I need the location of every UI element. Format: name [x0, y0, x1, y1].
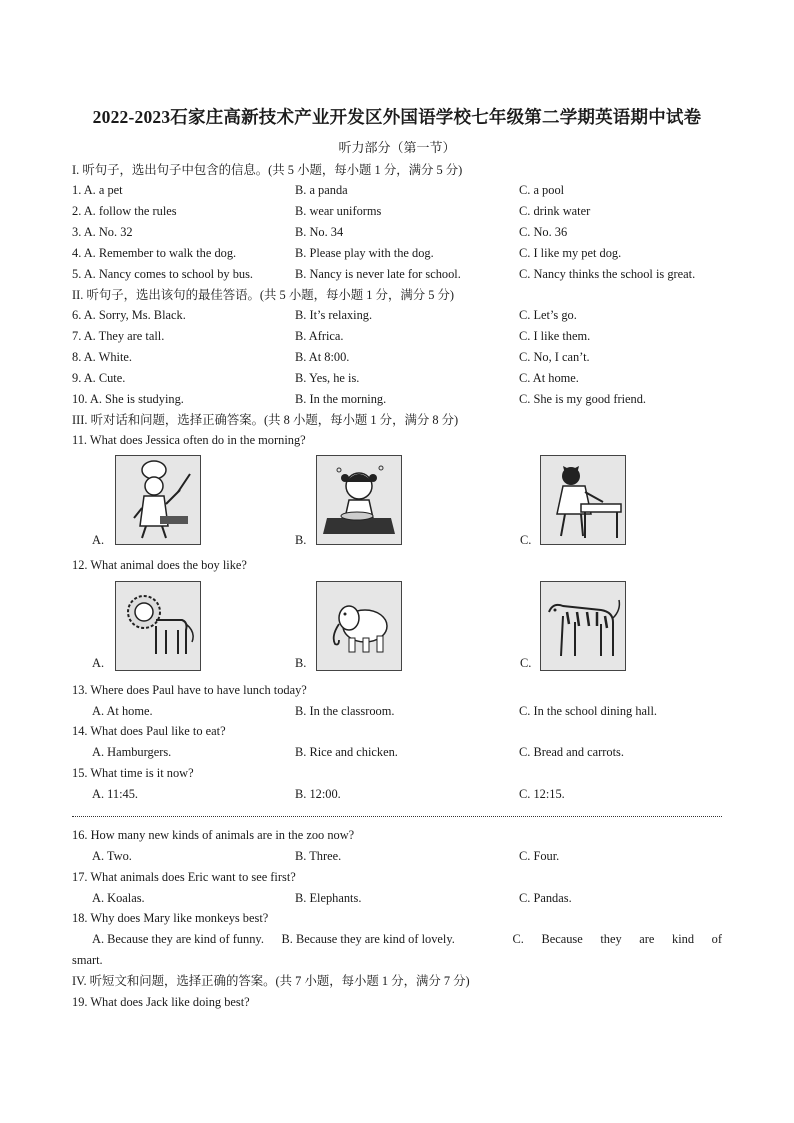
question-15-text: 15. What time is it now? — [72, 766, 194, 780]
question-17-text: 17. What animals does Eric want to see first? — [72, 870, 296, 884]
question-18-wrap: smart. — [72, 953, 103, 967]
question-row-7 — [72, 328, 722, 344]
section-1-heading: I. 听句子，选出句子中包含的信息。(共 5 小题，每小题 1 分，满分 5 分) — [72, 163, 463, 177]
option-b: B. wear uniforms — [295, 204, 382, 218]
option-a: A. At home. — [92, 704, 153, 718]
option-a: 9. A. Cute. — [72, 371, 126, 385]
option-a: 10. A. She is studying. — [72, 392, 184, 406]
tiger-picture — [540, 581, 626, 671]
question-12-text: 12. What animal does the boy like? — [72, 558, 247, 572]
section-2-heading: II. 听句子，选出该句的最佳答语。(共 5 小题，每小题 1 分，满分 5 分) — [72, 288, 455, 302]
option-a: 3. A. No. 32 — [72, 225, 133, 239]
dotted-divider — [72, 810, 722, 817]
question-15-options — [72, 786, 722, 802]
option-b: B. It’s relaxing. — [295, 308, 373, 322]
option-a: A. Hamburgers. — [92, 745, 172, 759]
option-c-word: they — [600, 932, 622, 946]
option-c: C. No, I can’t. — [519, 350, 590, 364]
option-label: B. — [295, 533, 307, 547]
option-a: 7. A. They are tall. — [72, 329, 165, 343]
option-c-word: Because — [541, 932, 583, 946]
lion-picture — [115, 581, 201, 671]
option-c: C. Bread and carrots. — [519, 745, 624, 759]
option-b: B. a panda — [295, 183, 348, 197]
question-18-options — [92, 931, 722, 947]
option-b: B. Yes, he is. — [295, 371, 360, 385]
option-b: B. Nancy is never late for school. — [295, 267, 461, 281]
option-b: B. Three. — [295, 849, 342, 863]
option-a: 1. A. a pet — [72, 183, 123, 197]
question-16-options — [72, 848, 722, 864]
option-a: 5. A. Nancy comes to school by bus. — [72, 267, 254, 281]
option-a: A. Two. — [92, 849, 132, 863]
option-c: C. I like my pet dog. — [519, 246, 622, 260]
question-19-text: 19. What does Jack like doing best? — [72, 995, 250, 1009]
option-c: C. Four. — [519, 849, 560, 863]
option-c-word: kind — [672, 932, 695, 946]
option-c: C. 12:15. — [519, 787, 565, 801]
page-title: 2022-2023石家庄高新技术产业开发区外国语学校七年级第二学期英语期中试卷 — [92, 107, 702, 127]
option-c: C. She is my good friend. — [519, 392, 646, 406]
question-11-text: 11. What does Jessica often do in the morning? — [72, 433, 306, 447]
option-c: C. In the school dining hall. — [519, 704, 658, 718]
option-b: B. In the morning. — [295, 392, 387, 406]
option-c: C. At home. — [519, 371, 579, 385]
question-13-text: 13. Where does Paul have to have lunch today? — [72, 683, 307, 697]
question-17-options — [72, 890, 722, 906]
option-label: A. — [92, 533, 105, 547]
option-c-word: are — [639, 932, 655, 946]
section-3-heading: III. 听对话和问题，选择正确答案。(共 8 小题，每小题 1 分，满分 8 分) — [72, 413, 459, 427]
option-c: C. Nancy thinks the school is great. — [519, 267, 696, 281]
option-b: B. Please play with the dog. — [295, 246, 434, 260]
option-c: C. Let’s go. — [519, 308, 577, 322]
option-label: C. — [520, 656, 532, 670]
option-label: C. — [520, 533, 532, 547]
chef-cooking-picture — [115, 455, 201, 545]
option-a: 4. A. Remember to walk the dog. — [72, 246, 237, 260]
option-c: C. Pandas. — [519, 891, 572, 905]
option-b: B. Because they are kind of lovely. — [281, 932, 455, 946]
question-18-text: 18. Why does Mary like monkeys best? — [72, 911, 269, 925]
question-16-text: 16. How many new kinds of animals are in the zoo now? — [72, 828, 355, 842]
question-row-3 — [72, 224, 722, 240]
question-13-options — [72, 703, 722, 719]
option-c: C. drink water — [519, 204, 591, 218]
option-c: C. No. 36 — [519, 225, 568, 239]
question-row-8 — [72, 349, 722, 365]
option-c: C. I like them. — [519, 329, 591, 343]
option-b: B. Elephants. — [295, 891, 362, 905]
option-b: B. In the classroom. — [295, 704, 395, 718]
option-b: B. Africa. — [295, 329, 344, 343]
question-row-2 — [72, 203, 722, 219]
option-a: 2. A. follow the rules — [72, 204, 177, 218]
question-14-options — [72, 744, 722, 760]
option-c: C. a pool — [519, 183, 565, 197]
page-subtitle: 听力部分（第一节） — [338, 140, 456, 155]
girl-cleaning-table-picture — [540, 455, 626, 545]
option-b: B. Rice and chicken. — [295, 745, 398, 759]
option-a: A. 11:45. — [92, 787, 139, 801]
elephant-picture — [316, 581, 402, 671]
question-row-10 — [72, 391, 722, 407]
option-b: B. At 8:00. — [295, 350, 350, 364]
section-4-heading: IV. 听短文和问题，选择正确的答案。(共 7 小题，每小题 1 分，满分 7 分) — [72, 974, 470, 988]
question-row-6 — [72, 307, 722, 323]
option-b: B. 12:00. — [295, 787, 341, 801]
option-a: A. Because they are kind of funny. — [92, 932, 264, 946]
question-row-4 — [72, 245, 722, 261]
option-c-word: of — [711, 932, 722, 946]
question-row-1 — [72, 182, 722, 198]
option-label: B. — [295, 656, 307, 670]
option-a: 6. A. Sorry, Ms. Black. — [72, 308, 186, 322]
option-a: 8. A. White. — [72, 350, 132, 364]
question-row-9 — [72, 370, 722, 386]
question-row-5 — [72, 266, 722, 282]
girl-washing-clothes-picture — [316, 455, 402, 545]
option-b: B. No. 34 — [295, 225, 344, 239]
option-a: A. Koalas. — [92, 891, 145, 905]
option-label: A. — [92, 656, 105, 670]
option-c-label: C. — [512, 932, 524, 946]
question-14-text: 14. What does Paul like to eat? — [72, 724, 226, 738]
